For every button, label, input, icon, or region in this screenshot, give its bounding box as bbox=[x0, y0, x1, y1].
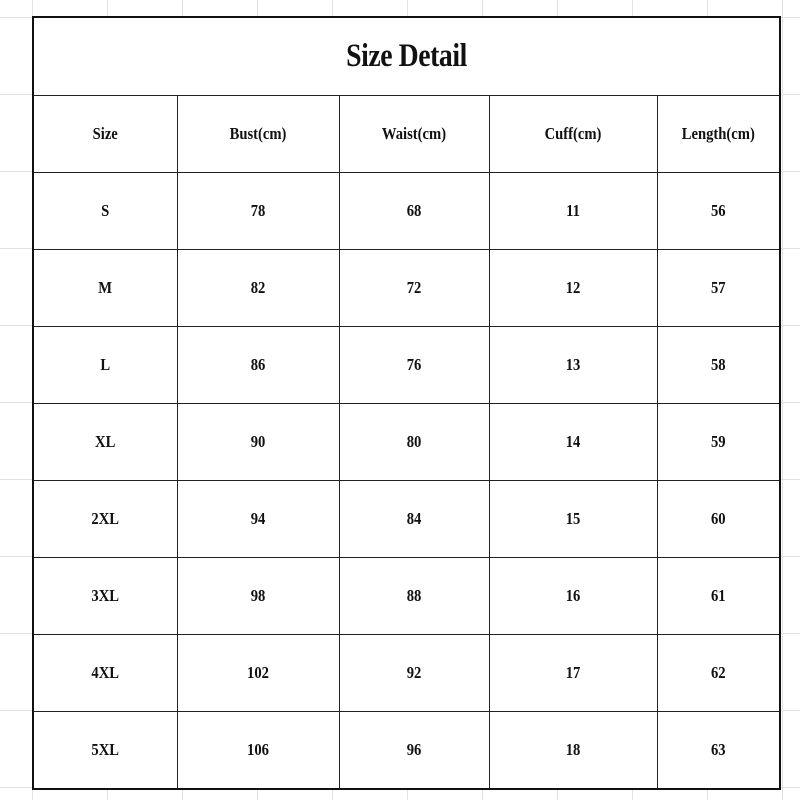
cell-bust: 106 bbox=[188, 712, 327, 790]
cell-length: 58 bbox=[666, 327, 772, 404]
cell-waist: 96 bbox=[350, 712, 479, 790]
cell-cuff: 18 bbox=[501, 712, 645, 790]
cell-length: 57 bbox=[666, 250, 772, 327]
cell-waist: 84 bbox=[350, 481, 479, 558]
cell-size: M bbox=[43, 250, 167, 327]
cell-length: 63 bbox=[666, 712, 772, 790]
table-row bbox=[33, 712, 780, 790]
header-size: Size bbox=[43, 96, 167, 173]
cell-length: 62 bbox=[666, 635, 772, 712]
table-row bbox=[33, 635, 780, 712]
cell-waist: 80 bbox=[350, 404, 479, 481]
cell-bust: 98 bbox=[188, 558, 327, 635]
cell-length: 56 bbox=[666, 173, 772, 250]
cell-length: 59 bbox=[666, 404, 772, 481]
cell-cuff: 17 bbox=[501, 635, 645, 712]
table-row bbox=[33, 250, 780, 327]
cell-size: L bbox=[43, 327, 167, 404]
title-row bbox=[33, 17, 780, 96]
cell-cuff: 11 bbox=[501, 173, 645, 250]
cell-length: 61 bbox=[666, 558, 772, 635]
cell-length: 60 bbox=[666, 481, 772, 558]
cell-cuff: 15 bbox=[501, 481, 645, 558]
header-waist: Waist(cm) bbox=[350, 96, 479, 173]
table-row bbox=[33, 327, 780, 404]
cell-cuff: 12 bbox=[501, 250, 645, 327]
header-bust: Bust(cm) bbox=[188, 96, 327, 173]
cell-size: XL bbox=[43, 404, 167, 481]
cell-bust: 86 bbox=[188, 327, 327, 404]
cell-size: 2XL bbox=[43, 481, 167, 558]
cell-bust: 82 bbox=[188, 250, 327, 327]
cell-bust: 78 bbox=[188, 173, 327, 250]
cell-cuff: 16 bbox=[501, 558, 645, 635]
header-cuff: Cuff(cm) bbox=[501, 96, 645, 173]
cell-waist: 68 bbox=[350, 173, 479, 250]
table-title: Size Detail bbox=[93, 17, 720, 96]
cell-cuff: 13 bbox=[501, 327, 645, 404]
cell-waist: 72 bbox=[350, 250, 479, 327]
cell-size: 3XL bbox=[43, 558, 167, 635]
table-row bbox=[33, 173, 780, 250]
size-detail-table bbox=[32, 16, 781, 790]
table-row bbox=[33, 481, 780, 558]
table-row bbox=[33, 404, 780, 481]
cell-waist: 88 bbox=[350, 558, 479, 635]
cell-bust: 102 bbox=[188, 635, 327, 712]
cell-size: 5XL bbox=[43, 712, 167, 790]
header-length: Length(cm) bbox=[666, 96, 772, 173]
cell-waist: 92 bbox=[350, 635, 479, 712]
table-row bbox=[33, 558, 780, 635]
cell-bust: 90 bbox=[188, 404, 327, 481]
cell-waist: 76 bbox=[350, 327, 479, 404]
cell-size: 4XL bbox=[43, 635, 167, 712]
cell-bust: 94 bbox=[188, 481, 327, 558]
cell-cuff: 14 bbox=[501, 404, 645, 481]
cell-size: S bbox=[43, 173, 167, 250]
header-row bbox=[33, 96, 780, 173]
